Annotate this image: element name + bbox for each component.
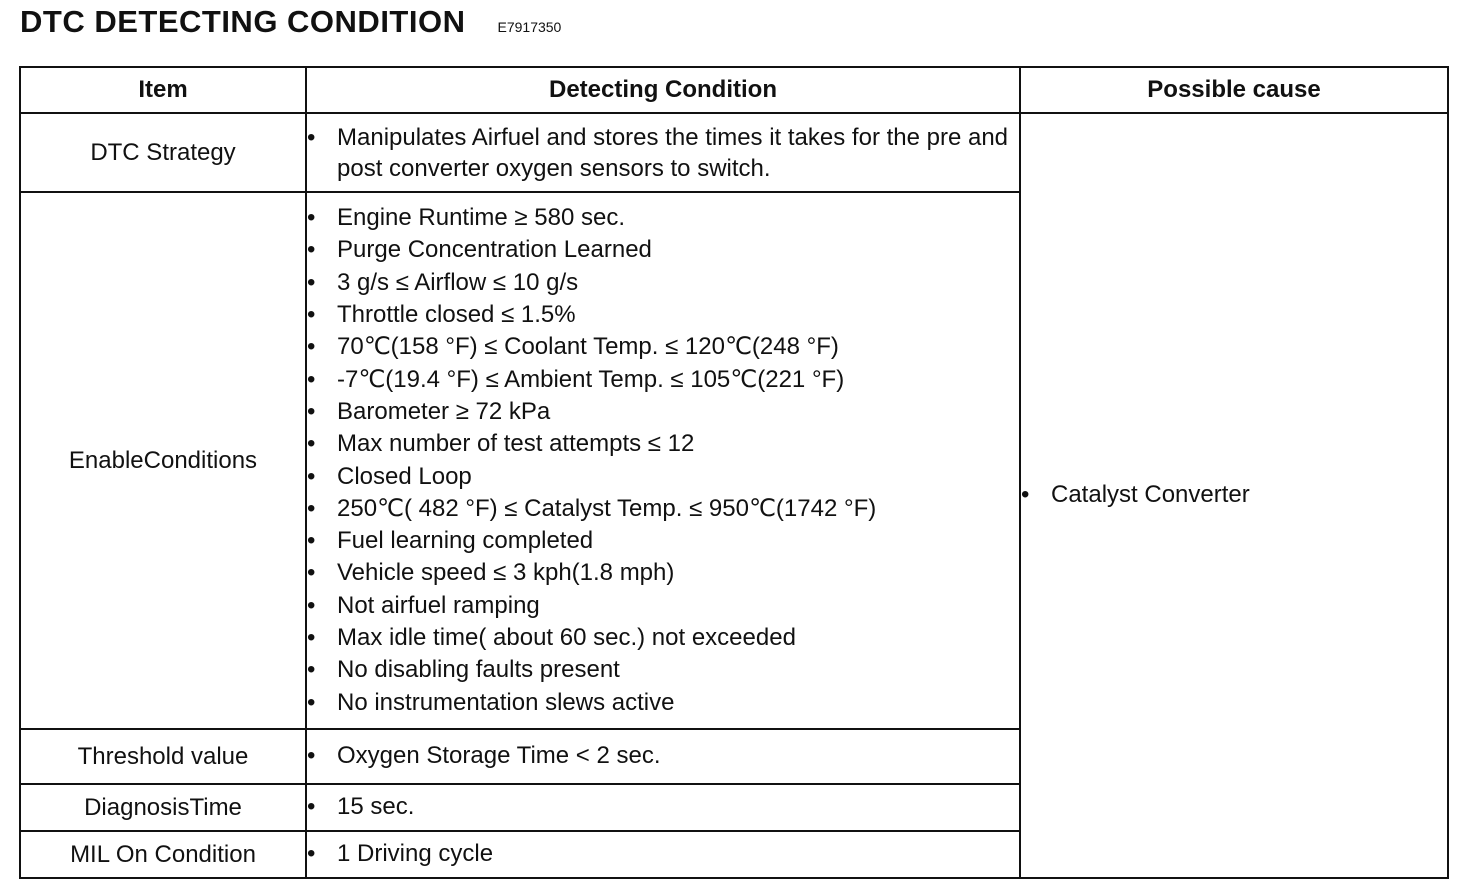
condition-item: • 250℃( 482 °F) ≤ Catalyst Temp. ≤ 950℃(1742 °F) <box>307 493 1019 525</box>
condition-item: • Oxygen Storage Time < 2 sec. <box>307 740 1019 772</box>
condition-item: • Closed Loop <box>307 461 1019 493</box>
document-code: E7917350 <box>497 19 562 35</box>
condition-item: • Manipulates Airfuel and stores the times it takes for the pre and post converter oxygen sensors to switch. <box>307 122 1019 184</box>
condition-item: • 1 Driving cycle <box>307 838 1019 870</box>
row-label-threshold-value: Threshold value <box>20 729 306 784</box>
table-header-row <box>20 67 1448 113</box>
condition-item: • Max idle time( about 60 sec.) not exceeded <box>307 622 1019 654</box>
condition-cell-dtc-strategy <box>306 113 1020 192</box>
condition-item: • Vehicle speed ≤ 3 kph(1.8 mph) <box>307 557 1019 589</box>
condition-item: • Fuel learning completed <box>307 525 1019 557</box>
condition-item: • Max number of test attempts ≤ 12 <box>307 428 1019 460</box>
condition-item: • Engine Runtime ≥ 580 sec. <box>307 202 1019 234</box>
condition-cell-diagnosis-time <box>306 784 1020 831</box>
row-label-enable-conditions: EnableConditions <box>20 192 306 729</box>
condition-item: • Throttle closed ≤ 1.5% <box>307 299 1019 331</box>
condition-cell-threshold-value <box>306 729 1020 784</box>
condition-cell-enable-conditions <box>306 192 1020 729</box>
possible-cause-cell <box>1020 113 1448 878</box>
row-label-diagnosis-time: DiagnosisTime <box>20 784 306 831</box>
condition-item: • Purge Concentration Learned <box>307 234 1019 266</box>
condition-item: • No disabling faults present <box>307 654 1019 686</box>
header-detecting-condition: Detecting Condition <box>306 67 1020 113</box>
possible-cause-item: • Catalyst Converter <box>1021 479 1447 511</box>
condition-item: • Not airfuel ramping <box>307 590 1019 622</box>
condition-item: • 3 g/s ≤ Airflow ≤ 10 g/s <box>307 267 1019 299</box>
condition-item: • No instrumentation slews active <box>307 687 1019 719</box>
condition-item: • -7℃(19.4 °F) ≤ Ambient Temp. ≤ 105℃(221 °F) <box>307 364 1019 396</box>
condition-item: • Barometer ≥ 72 kPa <box>307 396 1019 428</box>
document-title-bar <box>20 4 561 38</box>
condition-item: • 70℃(158 °F) ≤ Coolant Temp. ≤ 120℃(248 °F) <box>307 331 1019 363</box>
table-row-dtc-strategy <box>20 113 1448 192</box>
dtc-condition-table <box>19 66 1449 879</box>
page-title: DTC DETECTING CONDITION <box>20 4 466 39</box>
condition-cell-mil-on-condition <box>306 831 1020 878</box>
row-label-dtc-strategy: DTC Strategy <box>20 113 306 192</box>
header-item: Item <box>20 67 306 113</box>
header-possible-cause: Possible cause <box>1020 67 1448 113</box>
condition-item: • 15 sec. <box>307 791 1019 823</box>
row-label-mil-on-condition: MIL On Condition <box>20 831 306 878</box>
